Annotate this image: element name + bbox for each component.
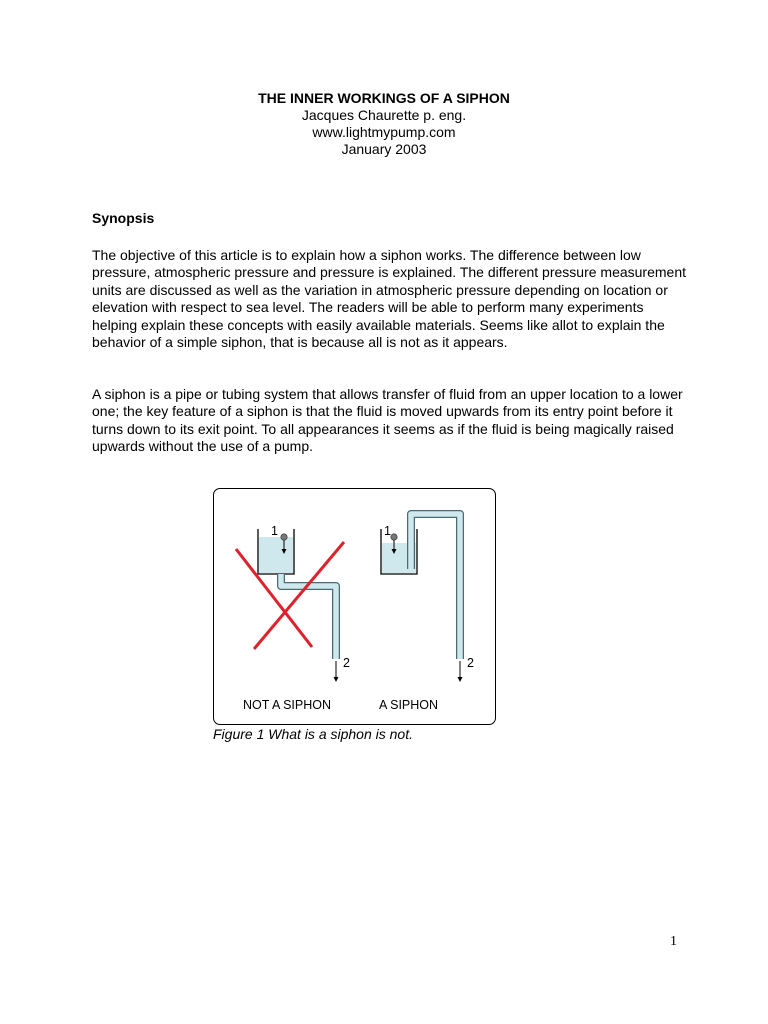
a-siphon-diagram bbox=[379, 514, 474, 712]
left-container-water bbox=[259, 537, 293, 573]
right-point-1-marker bbox=[391, 534, 397, 540]
right-tube-outline bbox=[411, 514, 460, 659]
right-point-2-label: 2 bbox=[467, 656, 474, 670]
left-point-2-arrowhead bbox=[334, 677, 339, 682]
not-a-siphon-label: NOT A SIPHON bbox=[243, 698, 331, 712]
left-point-2-label: 2 bbox=[343, 656, 350, 670]
document-header bbox=[0, 90, 768, 158]
document-title: THE INNER WORKINGS OF A SIPHON bbox=[258, 90, 510, 106]
siphon-figure bbox=[213, 488, 496, 725]
right-tube-water bbox=[411, 514, 460, 659]
figure-caption: Figure 1 What is a siphon is not. bbox=[213, 726, 413, 742]
website-link[interactable]: www.lightmypump.com bbox=[312, 124, 456, 140]
left-point-1-marker bbox=[281, 534, 287, 540]
not-a-siphon-diagram bbox=[236, 524, 350, 712]
a-siphon-label: A SIPHON bbox=[379, 698, 439, 712]
right-point-2-arrowhead bbox=[458, 677, 463, 682]
left-point-1-label: 1 bbox=[271, 524, 278, 538]
right-point-1-label: 1 bbox=[384, 524, 391, 538]
document-date: January 2003 bbox=[341, 141, 427, 157]
page-number: 1 bbox=[670, 934, 677, 949]
author-line: Jacques Chaurette p. eng. bbox=[301, 107, 467, 123]
section-heading-synopsis: Synopsis bbox=[92, 210, 155, 226]
siphon-diagram bbox=[214, 489, 496, 725]
paragraph-siphon-definition: A siphon is a pipe or tubing system that allows transfer of fluid from an upper location to a lower one; the key feature of a siphon is that the fluid is moved upwards from its entry point before it turns down to its exit point. To all appearances it seems as if the fluid is being magically raised upwards without the use of a pump. bbox=[92, 386, 683, 455]
paragraph-objective: The objective of this article is to explain how a siphon works. The difference between low pressure, atmospheric pressure and pressure is explained. The different pressure measurement units are discussed as well as the variation in atmospheric pressure depending on location or elevation with respect to sea level. The readers will be able to perform many experiments helping explain these concepts with easily available materials. Seems like allot to explain the behavior of a simple siphon, that is because all is not as it appears. bbox=[92, 247, 687, 351]
